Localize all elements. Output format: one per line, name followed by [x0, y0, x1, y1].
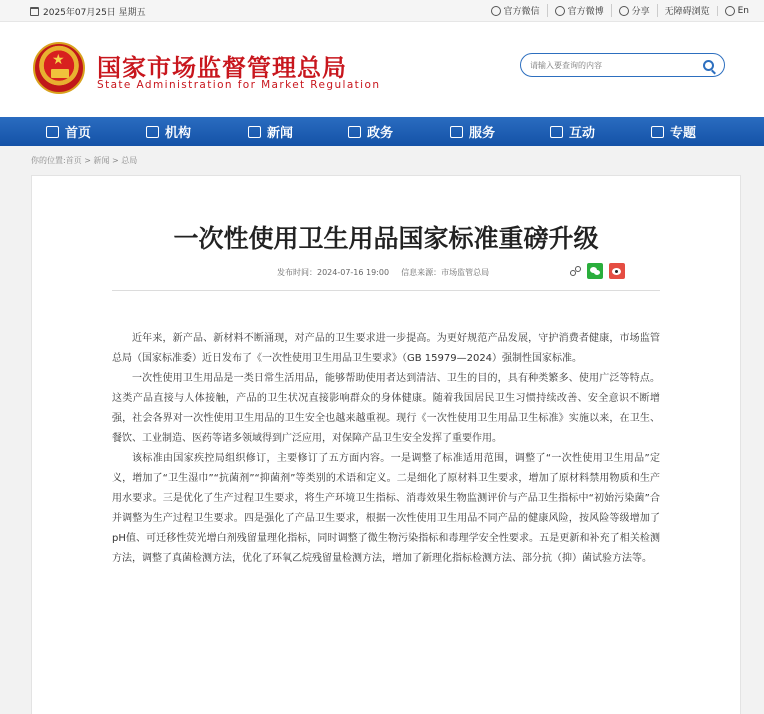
date-text: 2025年07月25日 星期五: [43, 8, 146, 18]
nav-interact-label: 互动: [569, 126, 596, 141]
article-paragraph: 一次性使用卫生用品是一类日常生活用品，能够帮助使用者达到清洁、卫生的目的，具有种类繁多、使用广泛等特点。这类产品直接与人体接触，产品的卫生状况直接影响群众的身体健康。随着我国居民卫生习惯持续改善、安全意识不断增强，社会各界对一次性使用卫生用品的卫生安全也越来越重视。现行《一次性使用卫生用品卫生标准》实施以来，在卫生、餐饮、工业制造、医药等诸多领域得到广泛应用，对保障产品卫生安全发挥了重要作用。: [112, 373, 660, 444]
search-box: [520, 53, 725, 77]
national-emblem-logo[interactable]: [33, 42, 85, 94]
accessibility-link-label: 无障碍浏览: [664, 7, 710, 17]
weixin-link-label: 官方微信: [503, 7, 540, 17]
nav-service-label: 服务: [469, 126, 496, 141]
top-links: [484, 4, 756, 17]
search-input[interactable]: [530, 58, 700, 73]
weibo-icon: [555, 6, 565, 16]
nav-org-label: 机构: [165, 126, 192, 141]
accessibility-link[interactable]: [657, 4, 717, 17]
gov-icon: [348, 126, 361, 138]
share-icon: [619, 6, 629, 16]
weibo-share-icon[interactable]: [609, 263, 625, 279]
title-divider: [112, 290, 660, 291]
nav-news[interactable]: [248, 117, 293, 146]
nav-gov[interactable]: [348, 117, 393, 146]
publish-time: 发布时间：2024-07-16 19:00: [277, 268, 390, 277]
top-utility-bar: [0, 0, 764, 22]
news-icon: [248, 126, 261, 138]
main-nav: [0, 117, 764, 146]
english-link[interactable]: [717, 6, 756, 16]
service-icon: [450, 126, 463, 138]
site-title-en: State Administration for Market Regulation: [97, 79, 381, 91]
nav-topic-label: 专题: [670, 126, 697, 141]
nav-news-label: 新闻: [267, 126, 294, 141]
weibo-link-label: 官方微博: [567, 7, 604, 17]
topic-icon: [651, 126, 664, 138]
date-display: [30, 5, 146, 18]
weixin-icon: [491, 6, 501, 16]
calendar-icon: [30, 7, 39, 16]
site-title-cn[interactable]: 国家市场监督管理总局: [97, 54, 347, 82]
share-icon[interactable]: [570, 266, 581, 277]
article-meta: [277, 267, 489, 278]
english-link-label: En: [737, 5, 749, 16]
nav-service[interactable]: [450, 117, 495, 146]
article-card: [31, 175, 741, 714]
search-icon[interactable]: [703, 60, 714, 71]
nav-org[interactable]: [146, 117, 191, 146]
site-header: [0, 22, 764, 117]
star-icon: ★: [52, 52, 65, 68]
share-link-label: 分享: [631, 7, 650, 17]
nav-gov-label: 政务: [367, 126, 394, 141]
nav-topic[interactable]: [651, 117, 696, 146]
gate-icon: [51, 69, 69, 78]
home-icon: [46, 126, 59, 138]
info-source: 信息来源：市场监管总局: [401, 268, 490, 277]
nav-interact[interactable]: [550, 117, 595, 146]
nav-home-label: 首页: [65, 126, 92, 141]
article-paragraph: 该标准由国家疾控局组织修订，主要修订了五方面内容。一是调整了标准适用范围，调整了“一次性使用卫生用品”定义，增加了“卫生湿巾”“抗菌剂”“抑菌剂”等类别的术语和定义。二是细化了原材料卫生要求，增加了原材料禁用物质和生产用水要求。三是优化了生产过程卫生要求，将生产环境卫生指标、消毒效果生物监测评价与产品卫生指标中“初始污染菌”合并调整为生产过程卫生要求。四是强化了产品卫生要求，根据一次性使用卫生用品不同产品的健康风险，按风险等级增加了pH值、可迁移性荧光增白剂残留量理化指标，同时调整了微生物污染指标和毒理学安全性要求。五是更新和补充了相关检测方法，调整了真菌检测方法，优化了环氧乙烷残留量检测方法，增加了新理化指标检测方法、部分抗（抑）菌试验方法等。: [112, 453, 660, 564]
globe-icon: [725, 6, 735, 16]
wechat-share-icon[interactable]: [587, 263, 603, 279]
article-paragraph: 近年来，新产品、新材料不断涌现，对产品的卫生要求进一步提高。为更好规范产品发展，守护消费者健康，市场监管总局（国家标准委）近日发布了《一次性使用卫生用品卫生要求》（GB 15979—2024）强制性国家标准。: [112, 333, 660, 364]
share-link[interactable]: [611, 4, 657, 17]
interact-icon: [550, 126, 563, 138]
weixin-link[interactable]: [484, 4, 547, 17]
article-title: 一次性使用卫生用品国家标准重磅升级: [173, 224, 599, 253]
share-bar: [570, 263, 625, 279]
breadcrumb[interactable]: 你的位置:首页 > 新闻 > 总局: [31, 156, 138, 165]
nav-home[interactable]: [46, 117, 91, 146]
article-body: [112, 329, 660, 569]
weibo-link[interactable]: [547, 4, 611, 17]
org-icon: [146, 126, 159, 138]
